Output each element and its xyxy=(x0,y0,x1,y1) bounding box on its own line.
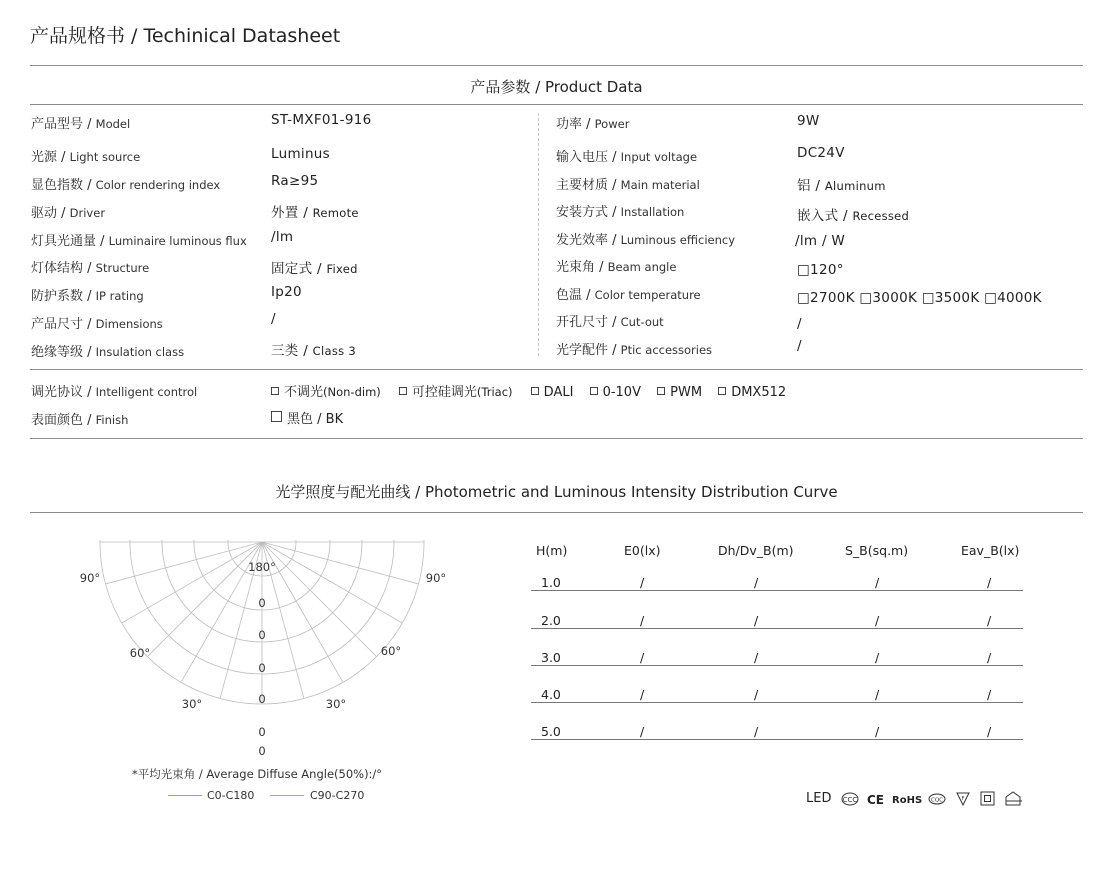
spec-label-installation: 安装方式 / Installation xyxy=(556,205,685,220)
spec-label-cri: 显色指数 / Color rendering index xyxy=(31,178,221,193)
table-cell: / xyxy=(875,613,880,628)
ring-value: 0 xyxy=(258,628,266,642)
finish-label: 表面颜色 / Finish xyxy=(31,413,129,428)
spec-label-accessories: 光学配件 / Ptic accessories xyxy=(556,343,713,358)
angle-label-right-90: 90° xyxy=(425,571,447,585)
table-row-line xyxy=(531,628,1023,629)
spec-label-efficiency: 发光效率 / Luminous efficiency xyxy=(556,233,736,248)
table-cell: / xyxy=(640,575,645,590)
angle-label-right-30: 30° xyxy=(325,697,347,711)
spec-value-installation: 嵌入式 / Recessed xyxy=(797,208,910,224)
table-cell: / xyxy=(875,575,880,590)
polar-labels xyxy=(80,560,446,758)
average-angle-note: *平均光束角 / Average Diffuse Angle(50%):/° xyxy=(132,767,383,781)
angle-label-left-60: 60° xyxy=(129,646,151,660)
checkbox-icon xyxy=(531,387,539,395)
table-cell: / xyxy=(754,575,759,590)
finish-value[interactable]: 黑色 / BK xyxy=(271,408,343,427)
legend-swatch-c0 xyxy=(168,795,202,796)
ring-value: 0 xyxy=(258,661,266,675)
table-cell: 3.0 xyxy=(541,650,561,665)
spec-value-accessories: / xyxy=(797,338,802,354)
double-insulation-icon xyxy=(981,792,994,805)
table-cell: / xyxy=(987,724,992,739)
legend-label-c0: C0-C180 xyxy=(207,789,255,802)
column-divider xyxy=(538,113,539,356)
ccc-icon xyxy=(842,793,858,805)
spec-value-driver: 外置 / Remote xyxy=(271,205,359,221)
table-cell: / xyxy=(987,613,992,628)
spec-value-dimensions: / xyxy=(271,311,276,327)
table-cell: 1.0 xyxy=(541,575,561,590)
svg-text:F: F xyxy=(961,796,965,802)
f-mark-icon xyxy=(957,793,969,805)
spec-label-structure: 灯体结构 / Structure xyxy=(31,261,150,276)
divider xyxy=(30,438,1083,439)
table-cell: / xyxy=(640,724,645,739)
table-header: E0(lx) xyxy=(624,543,661,558)
table-cell: 4.0 xyxy=(541,687,561,702)
table-row-line xyxy=(531,590,1023,591)
spec-value-cri: Ra≥95 xyxy=(271,173,319,189)
ce-mark: CE xyxy=(867,793,885,807)
table-header: H(m) xyxy=(536,543,568,558)
divider xyxy=(30,104,1083,105)
page-title: 产品规格书 / Techinical Datasheet xyxy=(30,25,341,47)
checkbox-icon xyxy=(399,387,407,395)
control-option-0-10v[interactable]: 0-10V xyxy=(590,385,641,400)
polar-spoke xyxy=(262,542,418,584)
spec-value-cutout: / xyxy=(797,316,802,332)
polar-spoke xyxy=(262,542,377,657)
table-row-line xyxy=(531,739,1023,740)
spec-value-voltage: DC24V xyxy=(797,145,845,161)
checkbox-icon xyxy=(718,387,726,395)
polar-spoke xyxy=(122,542,262,623)
control-option-triac[interactable]: 可控硅调光(Triac) xyxy=(399,385,513,400)
table-cell: / xyxy=(640,687,645,702)
spec-value-power: 9W xyxy=(797,113,820,129)
ring-value: 0 xyxy=(258,596,266,610)
legend-label-c90: C90-C270 xyxy=(310,789,365,802)
spec-value-insulation: 三类 / Class 3 xyxy=(271,343,356,359)
product-data-title: 产品参数 / Product Data xyxy=(470,78,643,96)
table-cell: / xyxy=(875,687,880,702)
spec-label-material: 主要材质 / Main material xyxy=(556,178,700,193)
table-cell: / xyxy=(640,650,645,665)
spec-label-dimensions: 产品尺寸 / Dimensions xyxy=(31,317,163,332)
table-cell: / xyxy=(754,687,759,702)
table-cell: 5.0 xyxy=(541,724,561,739)
ring-value: 0 xyxy=(258,692,266,706)
insulation-ceiling-icon xyxy=(1006,792,1022,805)
spec-label-light-source: 光源 / Light source xyxy=(31,150,141,165)
spec-value-structure: 固定式 / Fixed xyxy=(271,261,358,277)
table-cell: 2.0 xyxy=(541,613,561,628)
table-header: Eav_B(lx) xyxy=(961,543,1020,558)
table-cell: / xyxy=(640,613,645,628)
spec-label-driver: 驱动 / Driver xyxy=(31,206,106,221)
ring-value: 0 xyxy=(258,744,266,758)
table-cell: / xyxy=(987,575,992,590)
spec-value-color-temp: □2700K □3000K □3500K □4000K xyxy=(797,290,1042,306)
spec-value-light-source: Luminus xyxy=(271,146,330,162)
table-header: S_B(sq.m) xyxy=(845,543,909,558)
table-cell: / xyxy=(754,613,759,628)
table-cell: / xyxy=(754,650,759,665)
ring-value: 0 xyxy=(258,725,266,739)
checkbox-icon xyxy=(590,387,598,395)
table-row-line xyxy=(531,702,1023,703)
spec-label-insulation: 绝缘等级 / Insulation class xyxy=(31,345,185,360)
divider xyxy=(30,65,1083,66)
control-option-dali[interactable]: DALI xyxy=(531,385,574,400)
table-row-line xyxy=(531,665,1023,666)
control-label: 调光协议 / Intelligent control xyxy=(31,385,198,400)
spec-label-power: 功率 / Power xyxy=(556,117,630,132)
legend-swatch-c90 xyxy=(270,795,304,796)
control-options xyxy=(271,381,786,400)
table-cell: / xyxy=(987,650,992,665)
angle-label-left-30: 30° xyxy=(181,697,203,711)
polar-diagram xyxy=(70,540,460,760)
spec-label-ip: 防护系数 / IP rating xyxy=(31,289,144,304)
spec-label-cutout: 开孔尺寸 / Cut-out xyxy=(556,315,664,330)
angle-label-180: 180° xyxy=(248,560,276,574)
control-option-pwm[interactable]: PWM xyxy=(657,385,702,400)
spec-label-flux: 灯具光通量 / Luminaire luminous flux xyxy=(31,234,247,249)
table-cell: / xyxy=(875,650,880,665)
checkbox-icon xyxy=(271,411,282,422)
cqc-icon xyxy=(929,794,945,804)
checkbox-icon xyxy=(657,387,665,395)
divider xyxy=(30,369,1083,370)
angle-label-right-60: 60° xyxy=(380,644,402,658)
control-option-dmx512[interactable]: DMX512 xyxy=(718,385,786,400)
rohs-mark: RoHS xyxy=(892,795,923,806)
photometric-title: 光学照度与配光曲线 / Photometric and Luminous Intensity Distribution Curve xyxy=(275,483,838,501)
spec-value-efficiency: /lm / W xyxy=(795,233,846,249)
spec-label-voltage: 输入电压 / Input voltage xyxy=(556,150,698,165)
table-header: Dh/Dv_B(m) xyxy=(718,543,794,558)
spec-label-model: 产品型号 / Model xyxy=(31,117,131,132)
checkbox-icon xyxy=(271,387,279,395)
angle-label-left-90: 90° xyxy=(79,571,101,585)
polar-spoke xyxy=(106,542,262,584)
divider xyxy=(30,512,1083,513)
spec-value-beam-angle: □120° xyxy=(797,262,844,278)
spec-value-model: ST-MXF01-916 xyxy=(271,112,372,128)
spec-value-material: 铝 / Aluminum xyxy=(797,178,886,194)
spec-label-beam-angle: 光束角 / Beam angle xyxy=(556,260,677,275)
polar-spoke xyxy=(147,542,262,657)
control-option-nondim[interactable]: 不调光(Non-dim) xyxy=(271,385,381,400)
svg-text:CCC: CCC xyxy=(842,796,858,804)
spec-value-flux: /lm xyxy=(271,229,294,245)
polar-spoke xyxy=(262,542,402,623)
led-mark: LED xyxy=(806,791,832,806)
svg-text:CQC: CQC xyxy=(930,797,944,804)
table-cell: / xyxy=(987,687,992,702)
spec-value-ip: Ip20 xyxy=(271,284,302,300)
spec-label-color-temp: 色温 / Color temperature xyxy=(556,288,701,303)
table-cell: / xyxy=(875,724,880,739)
table-cell: / xyxy=(754,724,759,739)
certification-icons xyxy=(840,791,1030,809)
